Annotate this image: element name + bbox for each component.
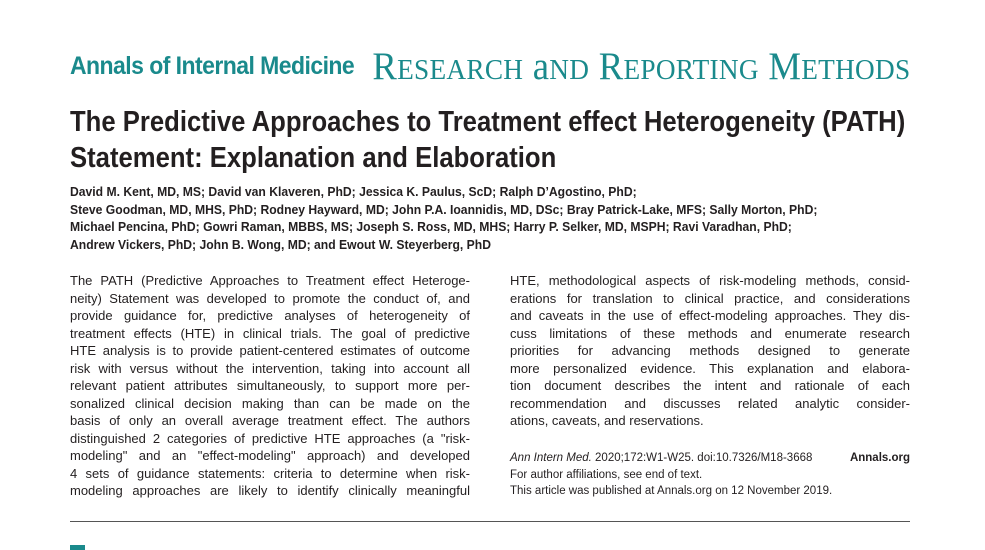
abstract-line: erations for translation to clinical practice, and considerations — [510, 290, 910, 306]
abstract-line: neity) Statement was developed to promote the conduct of, and — [70, 290, 470, 306]
abstract-line: HTE, methodological aspects of risk-modeling methods, consid- — [510, 273, 910, 288]
author-line: Steve Goodman, MD, MHS, PhD; Rodney Hayward, MD; John P.A. Ioannidis, MD, DSc; Bray Patrick-Lake, MFS; Sally Morton, PhD; — [70, 201, 818, 217]
abstract-line: distinguished 2 categories of predictive HTE approaches (a "risk- — [70, 430, 470, 446]
abstract-line: 4 sets of guidance statements: criteria to determine when risk- — [70, 465, 470, 481]
published-note: This article was published at Annals.org on 12 November 2019. — [510, 485, 833, 498]
abstract-line: modeling" and an "effect-modeling" approach) and developed — [70, 448, 470, 463]
author-list — [70, 183, 930, 253]
abstract-line: and caveats in the use of effect-modeling approaches. They dis- — [510, 308, 910, 323]
abstract-line: cuss limitations of these methods and enumerate research — [510, 325, 910, 341]
abstract-line: modeling approaches are likely to identify clinically meaningful — [70, 483, 470, 498]
site-link[interactable]: Annals.org — [849, 452, 910, 464]
abstract-line: sonalized clinical decision making than can be made on the — [70, 395, 470, 411]
accent-mark — [70, 545, 85, 550]
affiliations-note: For author affiliations, see end of text. — [510, 468, 703, 481]
abstract-line: priorities for advancing methods designed to generate — [510, 343, 910, 358]
citation-details: 2020;172:W1-W25. doi:10.7326/M18-3668 — [591, 452, 813, 464]
citation-block — [510, 450, 910, 500]
author-line: David M. Kent, MD, MS; David van Klaveren, PhD; Jessica K. Paulus, ScD; Ralph D’Agostino, PhD; — [70, 184, 637, 199]
section-name: RESEARCH aND REPORTING METHODS — [371, 45, 910, 88]
abstract-line: relevant patient attributes simultaneously, to support more per- — [70, 378, 470, 393]
abstract-line: The PATH (Predictive Approaches to Treatment effect Heteroge- — [70, 273, 470, 288]
article-title — [70, 104, 906, 176]
abstract-line: provide guidance for, predictive analyses of heterogeneity of — [70, 308, 470, 323]
citation-line — [510, 450, 910, 467]
title-line: The Predictive Approaches to Treatment effect Heterogeneity (PATH) — [70, 106, 906, 138]
abstract-line: treatment effects (HTE) in clinical trials. The goal of predictive — [70, 325, 470, 341]
abstract-line: tion document describes the intent and rationale of each — [510, 378, 910, 393]
abstract-left-column — [70, 272, 470, 500]
abstract-line: basis of only an overall average treatment effect. The authors — [70, 413, 470, 428]
author-line: Michael Pencina, PhD; Gowri Raman, MBBS, MS; Joseph S. Ross, MD, MHS; Harry P. Selker, MD, MSPH; Ravi Varadhan, PhD; — [70, 219, 792, 235]
journal-name: Annals of Internal Medicine — [70, 52, 355, 80]
abstract-line: recommendation and discusses related analytic consider- — [510, 395, 910, 411]
divider-rule — [70, 521, 910, 522]
abstract-right-column — [510, 272, 910, 430]
abstract-line: more personalized evidence. This explanation and elabora- — [510, 360, 910, 376]
title-line: Statement: Explanation and Elaboration — [70, 142, 557, 174]
journal-abbrev: Ann Intern Med. — [510, 452, 592, 464]
author-line: Andrew Vickers, PhD; John B. Wong, MD; and Ewout W. Steyerberg, PhD — [70, 236, 491, 252]
abstract-line: risk with versus without the intervention, taking into account all — [70, 360, 470, 376]
abstract-line: HTE analysis is to provide patient-centered estimates of outcome — [70, 343, 470, 358]
abstract-line: ations, caveats, and reservations. — [510, 413, 704, 428]
